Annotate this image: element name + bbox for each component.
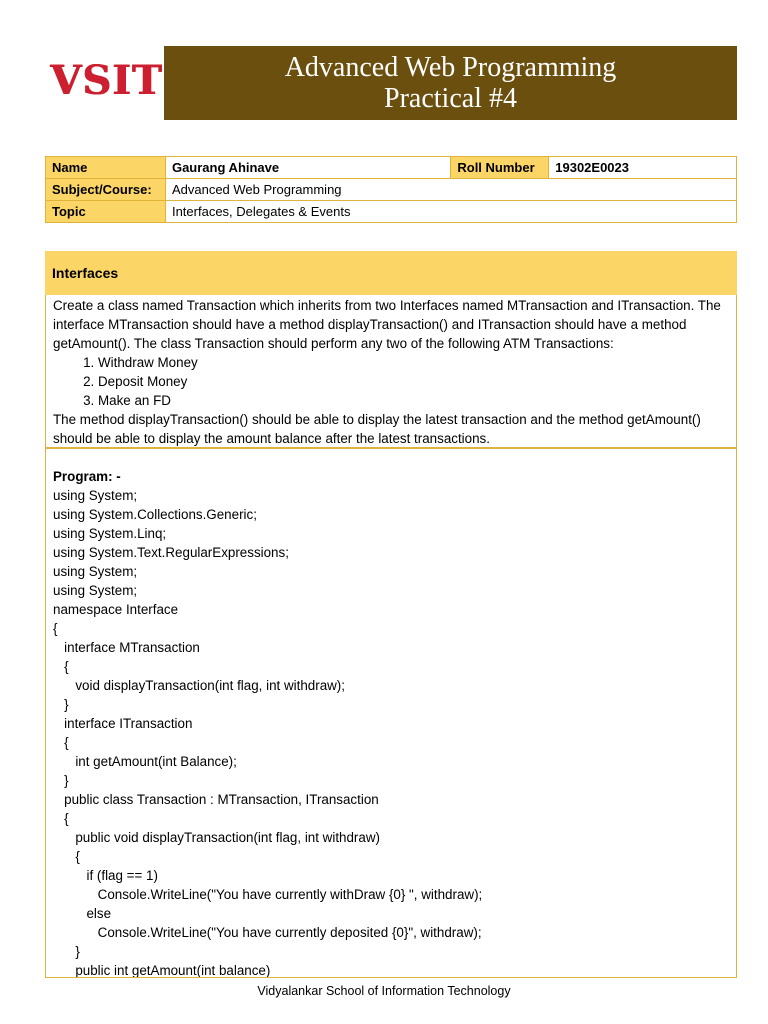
roll-number-value: 19302E0023: [549, 157, 737, 179]
title-line-2: Practical #4: [384, 83, 517, 114]
program-box: [45, 448, 737, 978]
table-row: [46, 201, 737, 223]
code-line: using System.Collections.Generic;: [53, 507, 257, 522]
code-line: }: [53, 697, 69, 712]
list-item: 2. Deposit Money: [98, 372, 729, 391]
code-block: [53, 486, 729, 978]
code-line: }: [53, 773, 69, 788]
title-line-1: Advanced Web Programming: [284, 52, 617, 83]
subject-label: Subject/Course:: [46, 179, 166, 201]
transaction-list: [53, 353, 729, 410]
subject-value: Advanced Web Programming: [165, 179, 736, 201]
topic-label: Topic: [46, 201, 166, 223]
question-outro: The method displayTransaction() should be able to display the latest transaction and the method getAmount() should be able to display the amount balance after the latest transactions.: [53, 412, 701, 446]
code-line: Console.WriteLine("You have currently deposited {0}", withdraw);: [53, 925, 482, 940]
code-line: public void displayTransaction(int flag, int withdraw): [53, 830, 380, 845]
code-line: using System.Text.RegularExpressions;: [53, 545, 289, 560]
table-row: [46, 179, 737, 201]
code-line: using System;: [53, 583, 138, 598]
code-line: {: [53, 849, 80, 864]
topic-value: Interfaces, Delegates & Events: [165, 201, 736, 223]
list-item: 3. Make an FD: [98, 391, 729, 410]
code-line: if (flag == 1): [53, 868, 158, 883]
question-box: [45, 295, 737, 448]
code-line: {: [53, 621, 58, 636]
code-line: namespace Interface: [53, 602, 179, 617]
student-info-table: [45, 156, 737, 223]
code-line: int getAmount(int Balance);: [53, 754, 237, 769]
section-heading: Interfaces: [45, 251, 737, 295]
name-value: Gaurang Ahinave: [165, 157, 450, 179]
roll-number-label: Roll Number: [451, 157, 549, 179]
code-line: using System;: [53, 564, 138, 579]
code-line: void displayTransaction(int flag, int withdraw);: [53, 678, 345, 693]
program-label: Program: -: [53, 469, 121, 484]
code-line: public int getAmount(int balance): [53, 963, 271, 978]
code-line: using System;: [53, 488, 138, 503]
question-intro: Create a class named Transaction which inherits from two Interfaces named MTransaction and ITransaction. The interface MTransaction should have a method displayTransaction() and ITransaction should have a method getAmount(). The class Transaction should perform any two of the following ATM Transactions:: [53, 298, 721, 351]
document-title: [164, 46, 737, 120]
code-line: interface ITransaction: [53, 716, 193, 731]
code-line: {: [53, 659, 69, 674]
code-line: using System.Linq;: [53, 526, 167, 541]
code-line: public class Transaction : MTransaction, ITransaction: [53, 792, 379, 807]
code-line: {: [53, 735, 69, 750]
name-label: Name: [46, 157, 166, 179]
page-footer: Vidyalankar School of Information Technology: [257, 984, 511, 998]
vsit-logo: VSIT: [50, 57, 163, 104]
code-line: interface MTransaction: [53, 640, 200, 655]
code-line: {: [53, 811, 69, 826]
code-line: else: [53, 906, 112, 921]
code-line: }: [53, 944, 80, 959]
list-item: 1. Withdraw Money: [98, 353, 729, 372]
code-line: Console.WriteLine("You have currently withDraw {0} ", withdraw);: [53, 887, 483, 902]
table-row: [46, 157, 737, 179]
